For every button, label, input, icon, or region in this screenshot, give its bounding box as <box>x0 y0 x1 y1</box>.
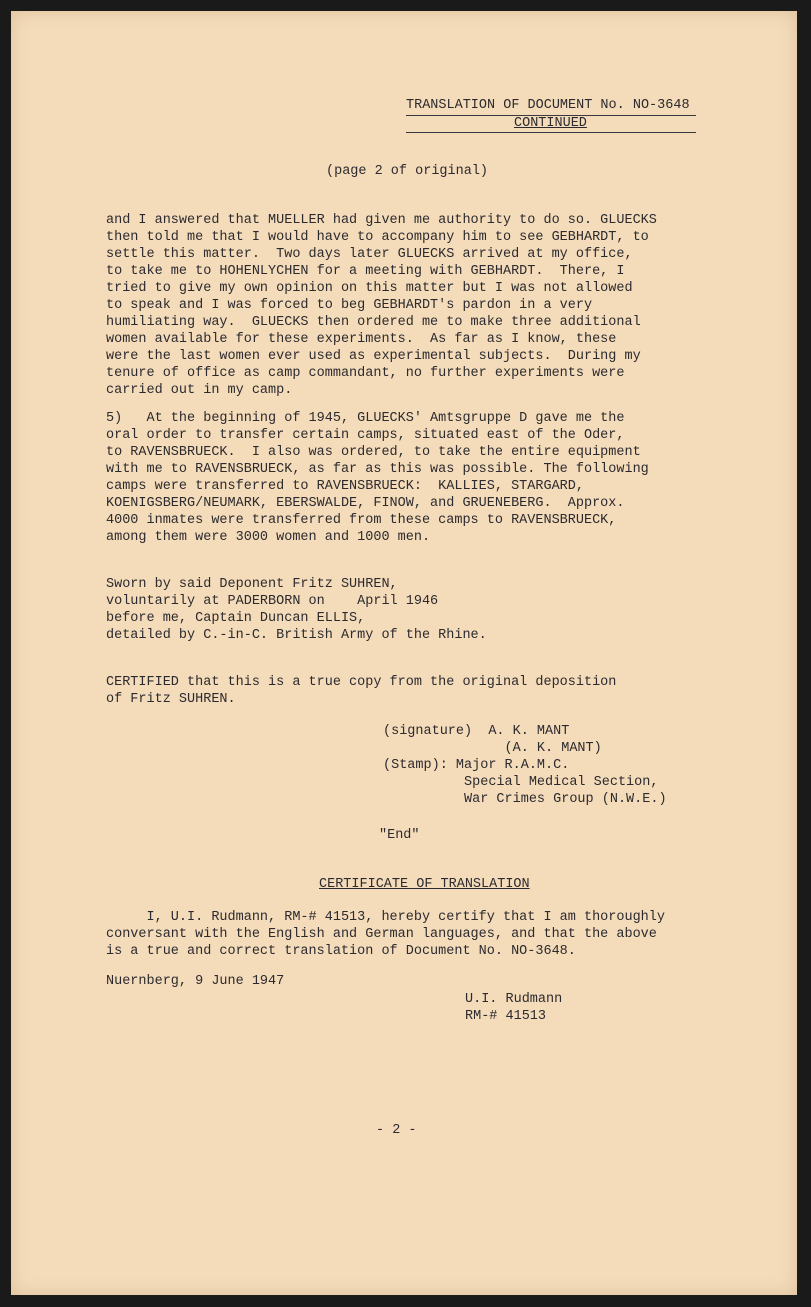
paragraph-testimony: and I answered that MUELLER had given me authority to do so. GLUECKS then told me that I would have to accompany him to see GEBHARDT, to settle this matter. Two days later GLUECKS arrived at my office, to take me to HOHENLYCHEN for a meeting with GEBHARDT. There, I tried to give my own opinion on this matter but I was not allowed to speak and I was forced to beg GEBHARDT's pardon in a very humiliating way. GLUECKS then ordered me to make three additional women available for these experiments. As far as I know, these were the last women ever used as experimental subjects. During my tenure of office as camp commandant, no further experiments were carried out in my camp. <box>106 213 657 398</box>
certificate-title: CERTIFICATE OF TRANSLATION <box>319 877 530 892</box>
page-note: (page 2 of original) <box>326 164 489 179</box>
certificate-body: I, U.I. Rudmann, RM-# 41513, hereby certify that I am thoroughly conversant with the English and German languages, and that the above is a true and correct translation of Document No. NO-3648. <box>106 910 665 959</box>
header-rule-bottom <box>406 132 696 133</box>
header-continued: CONTINUED <box>514 116 587 131</box>
translator-signature: U.I. Rudmann RM-# 41513 <box>465 992 563 1024</box>
paragraph-transfer: 5) At the beginning of 1945, GLUECKS' Amtsgruppe D gave me the oral order to transfer certain camps, situated east of the Oder, to RAVENSBRUECK. I also was ordered, to take the entire equipment with me to RAVENSBRUECK, as far as this was possible. The following camps were transferred to RAVENSBRUECK: KALLIES, STARGARD, KOENIGSBERG/NEUMARK, EBERSWALDE, FINOW, and GRUENEBERG. Approx. 4000 inmates were transferred from these camps to RAVENSBRUECK, among them were 3000 women and 1000 men. <box>106 411 649 545</box>
end-marker: "End" <box>379 828 420 843</box>
page-number: - 2 - <box>376 1123 417 1138</box>
document-page <box>11 11 797 1295</box>
paragraph-certified: CERTIFIED that this is a true copy from the original deposition of Fritz SUHREN. <box>106 675 617 707</box>
header-title: TRANSLATION OF DOCUMENT No. NO-3648 <box>406 98 690 113</box>
paragraph-sworn: Sworn by said Deponent Fritz SUHREN, voluntarily at PADERBORN on April 1946 before me, Captain Duncan ELLIS, detailed by C.-in-C. British Army of the Rhine. <box>106 577 487 643</box>
certificate-date: Nuernberg, 9 June 1947 <box>106 974 285 989</box>
signature-block: (signature) A. K. MANT (A. K. MANT) (Stamp): Major R.A.M.C. Special Medical Section, War Crimes Group (N.W.E.) <box>383 724 667 807</box>
